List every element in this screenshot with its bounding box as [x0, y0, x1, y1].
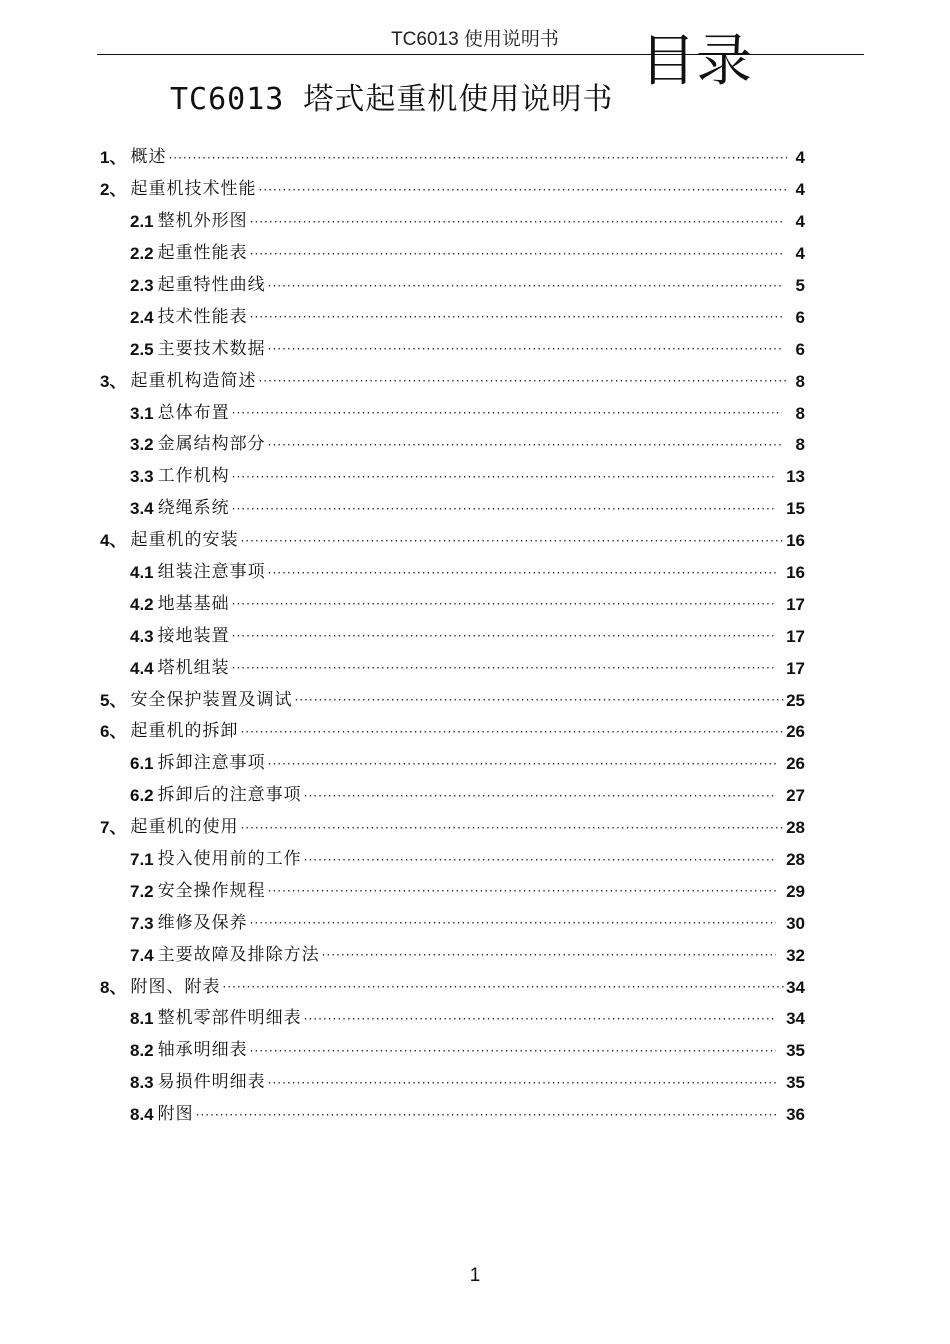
- toc-entry-label: 整机零部件明细表: [157, 1008, 302, 1029]
- toc-entry-label: 维修及保养: [157, 912, 248, 933]
- toc-entry-label: 主要故障及排除方法: [157, 944, 320, 965]
- toc-entry-page: 16: [786, 531, 805, 551]
- toc-entry-page: 35: [786, 1041, 805, 1061]
- toc-section-entry[interactable]: [100, 333, 805, 365]
- toc-entry-page: 17: [786, 658, 805, 678]
- toc-dot-leader: [258, 184, 789, 196]
- toc-entry-label: 起重性能表: [157, 243, 248, 264]
- toc-entry-label: 地基基础: [157, 593, 230, 614]
- toc-entry-page: 5: [795, 276, 805, 295]
- toc-entry-page: 29: [786, 881, 805, 901]
- toc-entry-label: 起重机的使用: [130, 817, 239, 838]
- toc-entry-number: 2.2: [130, 244, 154, 264]
- toc-entry-number: 2、: [100, 180, 127, 200]
- toc-entry-number: 6、: [100, 722, 127, 742]
- toc-entry-number: 3.4: [130, 499, 154, 519]
- toc-entry-label: 安全操作规程: [157, 880, 266, 901]
- toc-entry-label: 易损件明细表: [157, 1072, 266, 1093]
- toc-dot-leader: [250, 216, 783, 228]
- toc-dot-leader: [268, 1077, 776, 1089]
- toc-entry-page: 28: [786, 818, 805, 838]
- toc-section-entry[interactable]: [100, 238, 805, 270]
- toc-entry-page: 27: [786, 786, 805, 806]
- toc-entry-label: 接地装置: [157, 625, 230, 646]
- toc-dot-leader: [240, 535, 784, 547]
- toc-section-entry[interactable]: [100, 844, 805, 876]
- toc-chapter-entry[interactable]: [100, 971, 805, 1003]
- toc-entry-number: 4.4: [130, 658, 154, 678]
- toc-entry-label: 组装注意事项: [157, 562, 266, 583]
- toc-entry-label: 绕绳系统: [157, 498, 230, 519]
- toc-entry-page: 4: [795, 212, 805, 232]
- toc-section-entry[interactable]: [100, 461, 805, 493]
- toc-entry-label: 总体布置: [157, 402, 230, 423]
- toc-dot-leader: [232, 471, 776, 483]
- toc-entry-number: 2.3: [130, 276, 154, 295]
- toc-section-entry[interactable]: [100, 875, 805, 907]
- toc-entry-number: 7.1: [130, 850, 154, 870]
- toc-entry-number: 7.4: [130, 945, 154, 965]
- toc-entry-label: 附图、附表: [130, 976, 221, 997]
- table-of-contents: [100, 142, 805, 1131]
- toc-entry-label: 塔机组装: [157, 657, 230, 678]
- toc-entry-page: 25: [786, 690, 805, 710]
- toc-entry-page: 4: [795, 244, 805, 264]
- toc-entry-page: 15: [786, 499, 805, 519]
- toc-dot-leader: [304, 854, 776, 866]
- toc-entry-label: 附图: [157, 1104, 194, 1125]
- toc-section-entry[interactable]: [100, 939, 805, 971]
- toc-entry-page: 6: [795, 307, 805, 327]
- toc-entry-number: 7.2: [130, 881, 154, 901]
- toc-entry-number: 6.1: [130, 754, 154, 774]
- toc-dot-leader: [232, 598, 776, 610]
- toc-section-entry[interactable]: [100, 429, 805, 461]
- toc-section-entry[interactable]: [100, 270, 805, 302]
- toc-entry-page: 26: [786, 754, 805, 774]
- toc-entry-page: 35: [786, 1073, 805, 1093]
- toc-entry-number: 6.2: [130, 786, 154, 806]
- toc-dot-leader: [304, 1013, 776, 1025]
- toc-entry-number: 4.2: [130, 594, 154, 614]
- toc-entry-label: 轴承明细表: [157, 1040, 248, 1061]
- toc-entry-label: 起重机的安装: [130, 530, 239, 551]
- toc-chapter-entry[interactable]: [100, 812, 805, 844]
- toc-entry-page: 8: [795, 435, 805, 455]
- toc-chapter-entry[interactable]: [100, 525, 805, 557]
- toc-entry-label: 起重机的拆卸: [130, 721, 239, 742]
- toc-dot-leader: [268, 343, 783, 355]
- toc-dot-leader: [268, 885, 776, 897]
- toc-entry-page: 4: [795, 180, 805, 200]
- toc-section-entry[interactable]: [100, 1067, 805, 1099]
- toc-dot-leader: [196, 1109, 776, 1121]
- toc-entry-number: 8.4: [130, 1105, 154, 1125]
- toc-entry-page: 17: [786, 594, 805, 614]
- toc-entry-number: 2.4: [130, 307, 154, 327]
- toc-entry-label: 拆卸后的注意事项: [157, 785, 302, 806]
- toc-dot-leader: [250, 1045, 776, 1057]
- toc-entry-number: 3.3: [130, 467, 154, 487]
- toc-entry-page: 28: [786, 850, 805, 870]
- toc-entry-page: 30: [786, 913, 805, 933]
- toc-dot-leader: [268, 758, 776, 770]
- toc-entry-label: 技术性能表: [157, 306, 248, 327]
- toc-entry-number: 2.1: [130, 212, 154, 232]
- toc-dot-leader: [304, 790, 776, 802]
- toc-entry-label: 主要技术数据: [157, 338, 266, 359]
- toc-entry-number: 4、: [100, 531, 127, 551]
- toc-entry-page: 13: [786, 467, 805, 487]
- page-number: 1: [469, 1265, 481, 1286]
- toc-dot-leader: [322, 949, 776, 961]
- toc-entry-page: 16: [786, 563, 805, 583]
- toc-entry-label: 起重机构造简述: [130, 370, 257, 391]
- toc-entry-number: 8.1: [130, 1009, 154, 1029]
- toc-section-entry[interactable]: [100, 1003, 805, 1035]
- toc-section-entry[interactable]: [100, 557, 805, 589]
- toc-section-entry[interactable]: [100, 301, 805, 333]
- toc-entry-page: 32: [786, 945, 805, 965]
- toc-section-entry[interactable]: [100, 907, 805, 939]
- toc-dot-leader: [250, 917, 776, 929]
- toc-dot-leader: [268, 280, 783, 292]
- toc-entry-label: 投入使用前的工作: [157, 849, 302, 870]
- toc-entry-label: 金属结构部分: [157, 434, 266, 455]
- toc-dot-leader: [250, 311, 783, 323]
- toc-entry-number: 8.3: [130, 1073, 154, 1093]
- toc-entry-number: 4.3: [130, 626, 154, 646]
- toc-entry-label: 起重特性曲线: [157, 275, 266, 295]
- toc-section-entry[interactable]: [100, 620, 805, 652]
- running-header: TC6013 使用说明书: [391, 29, 559, 50]
- toc-entry-page: 8: [795, 403, 805, 423]
- toc-dot-leader: [168, 152, 786, 164]
- toc-entry-number: 8、: [100, 977, 127, 997]
- toc-entry-number: 7、: [100, 818, 127, 838]
- toc-chapter-entry[interactable]: [100, 716, 805, 748]
- toc-heading: 目录: [640, 29, 752, 94]
- toc-entry-page: 4: [795, 148, 805, 168]
- toc-entry-number: 7.3: [130, 913, 154, 933]
- toc-entry-number: 3、: [100, 371, 127, 391]
- toc-entry-label: 起重机技术性能: [130, 179, 257, 200]
- toc-dot-leader: [268, 567, 776, 579]
- toc-section-entry[interactable]: [100, 588, 805, 620]
- toc-section-entry[interactable]: [100, 206, 805, 238]
- toc-entry-page: 17: [786, 626, 805, 646]
- toc-entry-number: 8.2: [130, 1041, 154, 1061]
- toc-dot-leader: [250, 248, 783, 260]
- toc-entry-page: 8: [795, 371, 805, 391]
- toc-entry-number: 4.1: [130, 563, 154, 583]
- toc-entry-number: 3.1: [130, 403, 154, 423]
- toc-entry-number: 5、: [100, 690, 127, 710]
- toc-dot-leader: [232, 630, 776, 642]
- toc-entry-page: 34: [786, 977, 805, 997]
- toc-entry-number: 2.5: [130, 339, 154, 359]
- toc-entry-page: 34: [786, 1009, 805, 1029]
- toc-entry-label: 安全保护装置及调试: [130, 689, 293, 710]
- toc-section-entry[interactable]: [100, 1035, 805, 1067]
- toc-section-entry[interactable]: [100, 748, 805, 780]
- toc-dot-leader: [232, 407, 782, 419]
- toc-chapter-entry[interactable]: [100, 174, 805, 206]
- toc-entry-page: 6: [795, 339, 805, 359]
- toc-entry-number: 1、: [100, 148, 127, 168]
- toc-entry-page: 36: [786, 1105, 805, 1125]
- toc-dot-leader: [240, 822, 784, 834]
- toc-entry-number: 3.2: [130, 435, 154, 455]
- toc-chapter-entry[interactable]: [100, 684, 805, 716]
- toc-chapter-entry[interactable]: [100, 365, 805, 397]
- toc-dot-leader: [294, 694, 784, 706]
- toc-section-entry[interactable]: [100, 652, 805, 684]
- toc-dot-leader: [240, 726, 784, 738]
- toc-dot-leader: [222, 981, 784, 993]
- toc-dot-leader: [268, 439, 783, 451]
- toc-entry-label: 整机外形图: [157, 211, 248, 232]
- toc-dot-leader: [232, 503, 776, 515]
- toc-entry-label: 概述: [130, 147, 167, 168]
- toc-entry-label: 拆卸注意事项: [157, 753, 266, 774]
- toc-dot-leader: [232, 662, 776, 674]
- toc-section-entry[interactable]: [100, 780, 805, 812]
- toc-section-entry[interactable]: [100, 397, 805, 429]
- toc-entry-page: 26: [786, 722, 805, 742]
- document-title: TC6013 塔式起重机使用说明书: [170, 82, 614, 117]
- toc-section-entry[interactable]: [100, 493, 805, 525]
- toc-dot-leader: [258, 375, 789, 387]
- toc-section-entry[interactable]: [100, 1099, 805, 1131]
- toc-chapter-entry[interactable]: [100, 142, 805, 174]
- toc-entry-label: 工作机构: [157, 466, 230, 487]
